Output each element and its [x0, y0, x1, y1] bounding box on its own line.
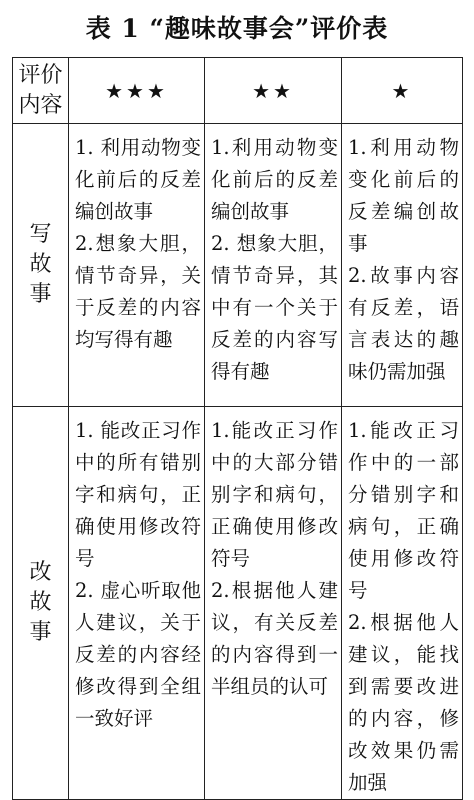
corner-header: [13, 58, 69, 124]
table-row-write-story: [13, 124, 463, 407]
header-row: [13, 58, 463, 124]
row-label-write-story: 写故事: [29, 222, 52, 307]
criterion-item: 1. 能改正习作中的所有错别字和病句，正确使用修改符号: [75, 419, 201, 570]
criterion-item: 1.能改正习作中的一部分错别字和病句，正确使用修改符号: [348, 419, 459, 602]
criterion-item: 2.故事内容有反差，语言表达的趣味仍需加强: [348, 264, 459, 383]
criterion-item: 1.利用动物变化前后的反差编创故事: [211, 136, 338, 223]
row-label-cell: [13, 124, 69, 407]
edit-story-one-star-cell: [342, 407, 463, 800]
one-star-header: ★: [342, 58, 463, 124]
table-title: 表 1 “趣味故事会”评价表: [85, 14, 389, 43]
criterion-item: 2.想象大胆，情节奇异，关于反差的内容均写得有趣: [75, 232, 201, 351]
edit-story-two-star-cell: [205, 407, 342, 800]
write-story-one-star-cell: [342, 124, 463, 407]
criterion-item: 2. 虚心听取他人建议，关于反差的内容经修改得到全组一致好评: [75, 579, 201, 730]
write-story-three-star-cell: [69, 124, 205, 407]
criterion-item: 2.根据他人建议，能找到需要改进的内容，修改效果仍需加强: [348, 611, 459, 794]
write-story-two-star-cell: [205, 124, 342, 407]
criterion-item: 1.利用动物变化前后的反差编创故事: [348, 136, 459, 255]
evaluation-table: [12, 57, 463, 800]
criterion-item: 1.能改正习作中的大部分错别字和病句，正确使用修改符号: [211, 419, 338, 570]
table-row-edit-story: [13, 407, 463, 800]
three-star-header: ★★★: [69, 58, 205, 124]
two-star-header: ★★: [205, 58, 342, 124]
row-label-cell: [13, 407, 69, 800]
criterion-item: 2. 想象大胆，情节奇异，其中有一个关于反差的内容写得有趣: [211, 232, 338, 383]
corner-header-label: 评价内容: [18, 62, 63, 118]
criterion-item: 1. 利用动物变化前后的反差编创故事: [75, 136, 201, 223]
edit-story-three-star-cell: [69, 407, 205, 800]
row-label-edit-story: 改故事: [29, 560, 52, 645]
criterion-item: 2.根据他人建议，有关反差的内容得到一半组员的认可: [211, 579, 338, 698]
